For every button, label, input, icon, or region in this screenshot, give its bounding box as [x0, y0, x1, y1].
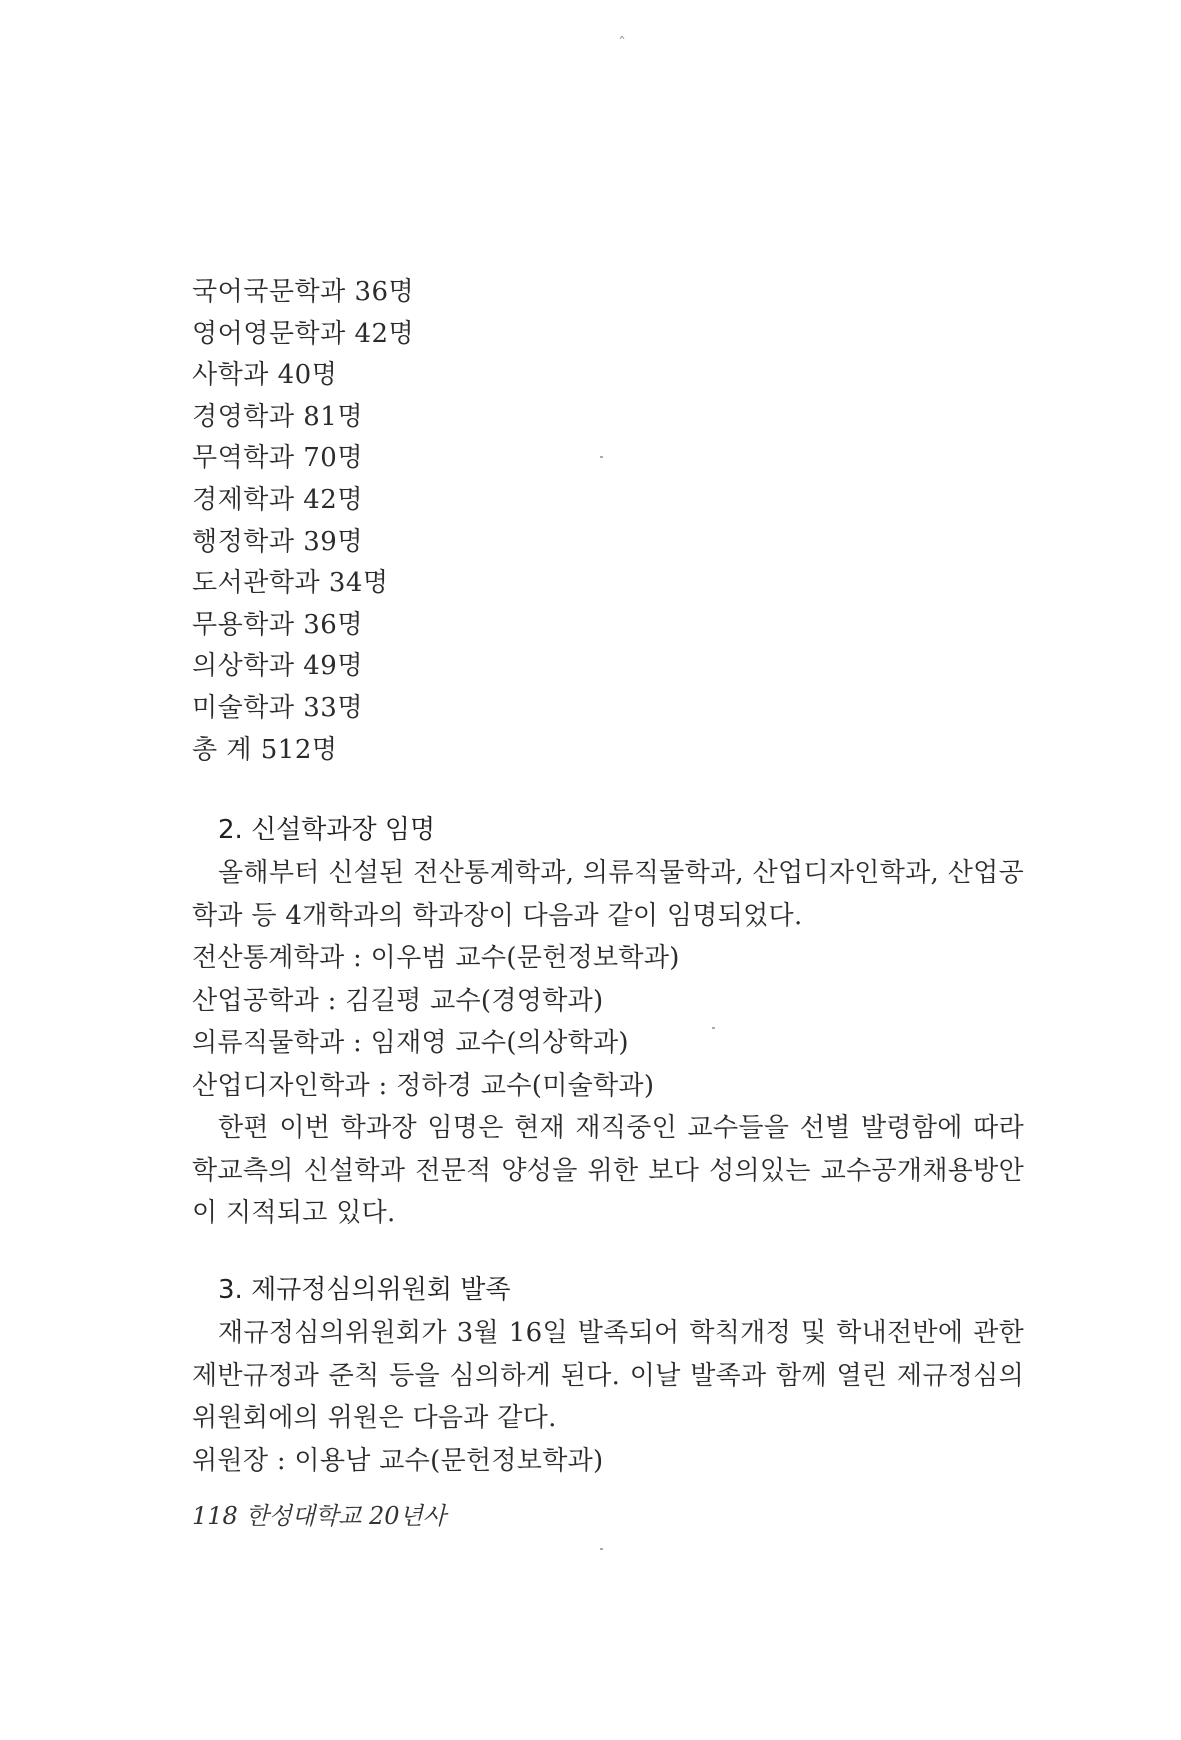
list-item: 도서관학과 34명 [192, 568, 389, 599]
section-intro: 재규정심의위원회가 3월 16일 발족되어 학칙개정 및 학내전반에 관한 제반규정과 준칙 등을 심의하게 된다. 이날 발족과 함께 열린 제규정심의위원회에의 위원은 다음과 같다. [192, 1318, 1024, 1433]
section-title: 3. 제규정심의위원회 발족 [218, 1275, 511, 1305]
list-item: 미술학과 33명 [192, 692, 363, 723]
appointment-line: 산업공학과 : 김길평 교수(경영학과) [192, 985, 604, 1016]
scan-speck [600, 456, 603, 458]
list-item: 경제학과 42명 [192, 484, 363, 515]
scan-mark: ˆ [618, 34, 626, 53]
list-item: 무역학과 70명 [192, 443, 363, 474]
list-item: 국어국문학과 36명 [192, 277, 415, 307]
list-item: 영어영문학과 42명 [192, 318, 415, 349]
list-item: 무용학과 36명 [192, 609, 363, 640]
list-item: 의상학과 49명 [192, 651, 363, 682]
section-new-department-heads [192, 808, 1024, 1235]
appointment-line: 전산통계학과 : 이우범 교수(문헌정보학과) [192, 943, 680, 973]
list-item: 경영학과 81명 [192, 401, 363, 432]
department-enrollment-list [192, 272, 414, 771]
page-footer: 118 한성대학교 20년사 [192, 1502, 446, 1530]
scan-speck [600, 1548, 603, 1550]
committee-chair-line: 위원장 : 이용남 교수(문헌정보학과) [192, 1445, 604, 1476]
list-item: 사학과 40명 [192, 360, 338, 391]
appointment-line: 의류직물학과 : 임재영 교수(의상학과) [192, 1028, 629, 1058]
section-title: 2. 신설학과장 임명 [218, 815, 436, 845]
section-closing: 한편 이번 학과장 임명은 현재 재직중인 교수들을 선별 발령함에 따라 학교측의 신설학과 전문적 양성을 위한 보다 성의있는 교수공개채용방안이 지적되고 있다. [192, 1113, 1024, 1228]
total-item: 총 계 512명 [192, 734, 338, 765]
section-intro: 올해부터 신설된 전산통계학과, 의류직물학과, 산업디자인학과, 산업공학과 등 4개학과의 학과장이 다음과 같이 임명되었다. [192, 858, 1024, 931]
section-regulation-committee [192, 1268, 1024, 1482]
list-item: 행정학과 39명 [192, 526, 363, 557]
appointment-line: 산업디자인학과 : 정하경 교수(미술학과) [192, 1070, 655, 1101]
scan-speck [712, 1027, 715, 1029]
